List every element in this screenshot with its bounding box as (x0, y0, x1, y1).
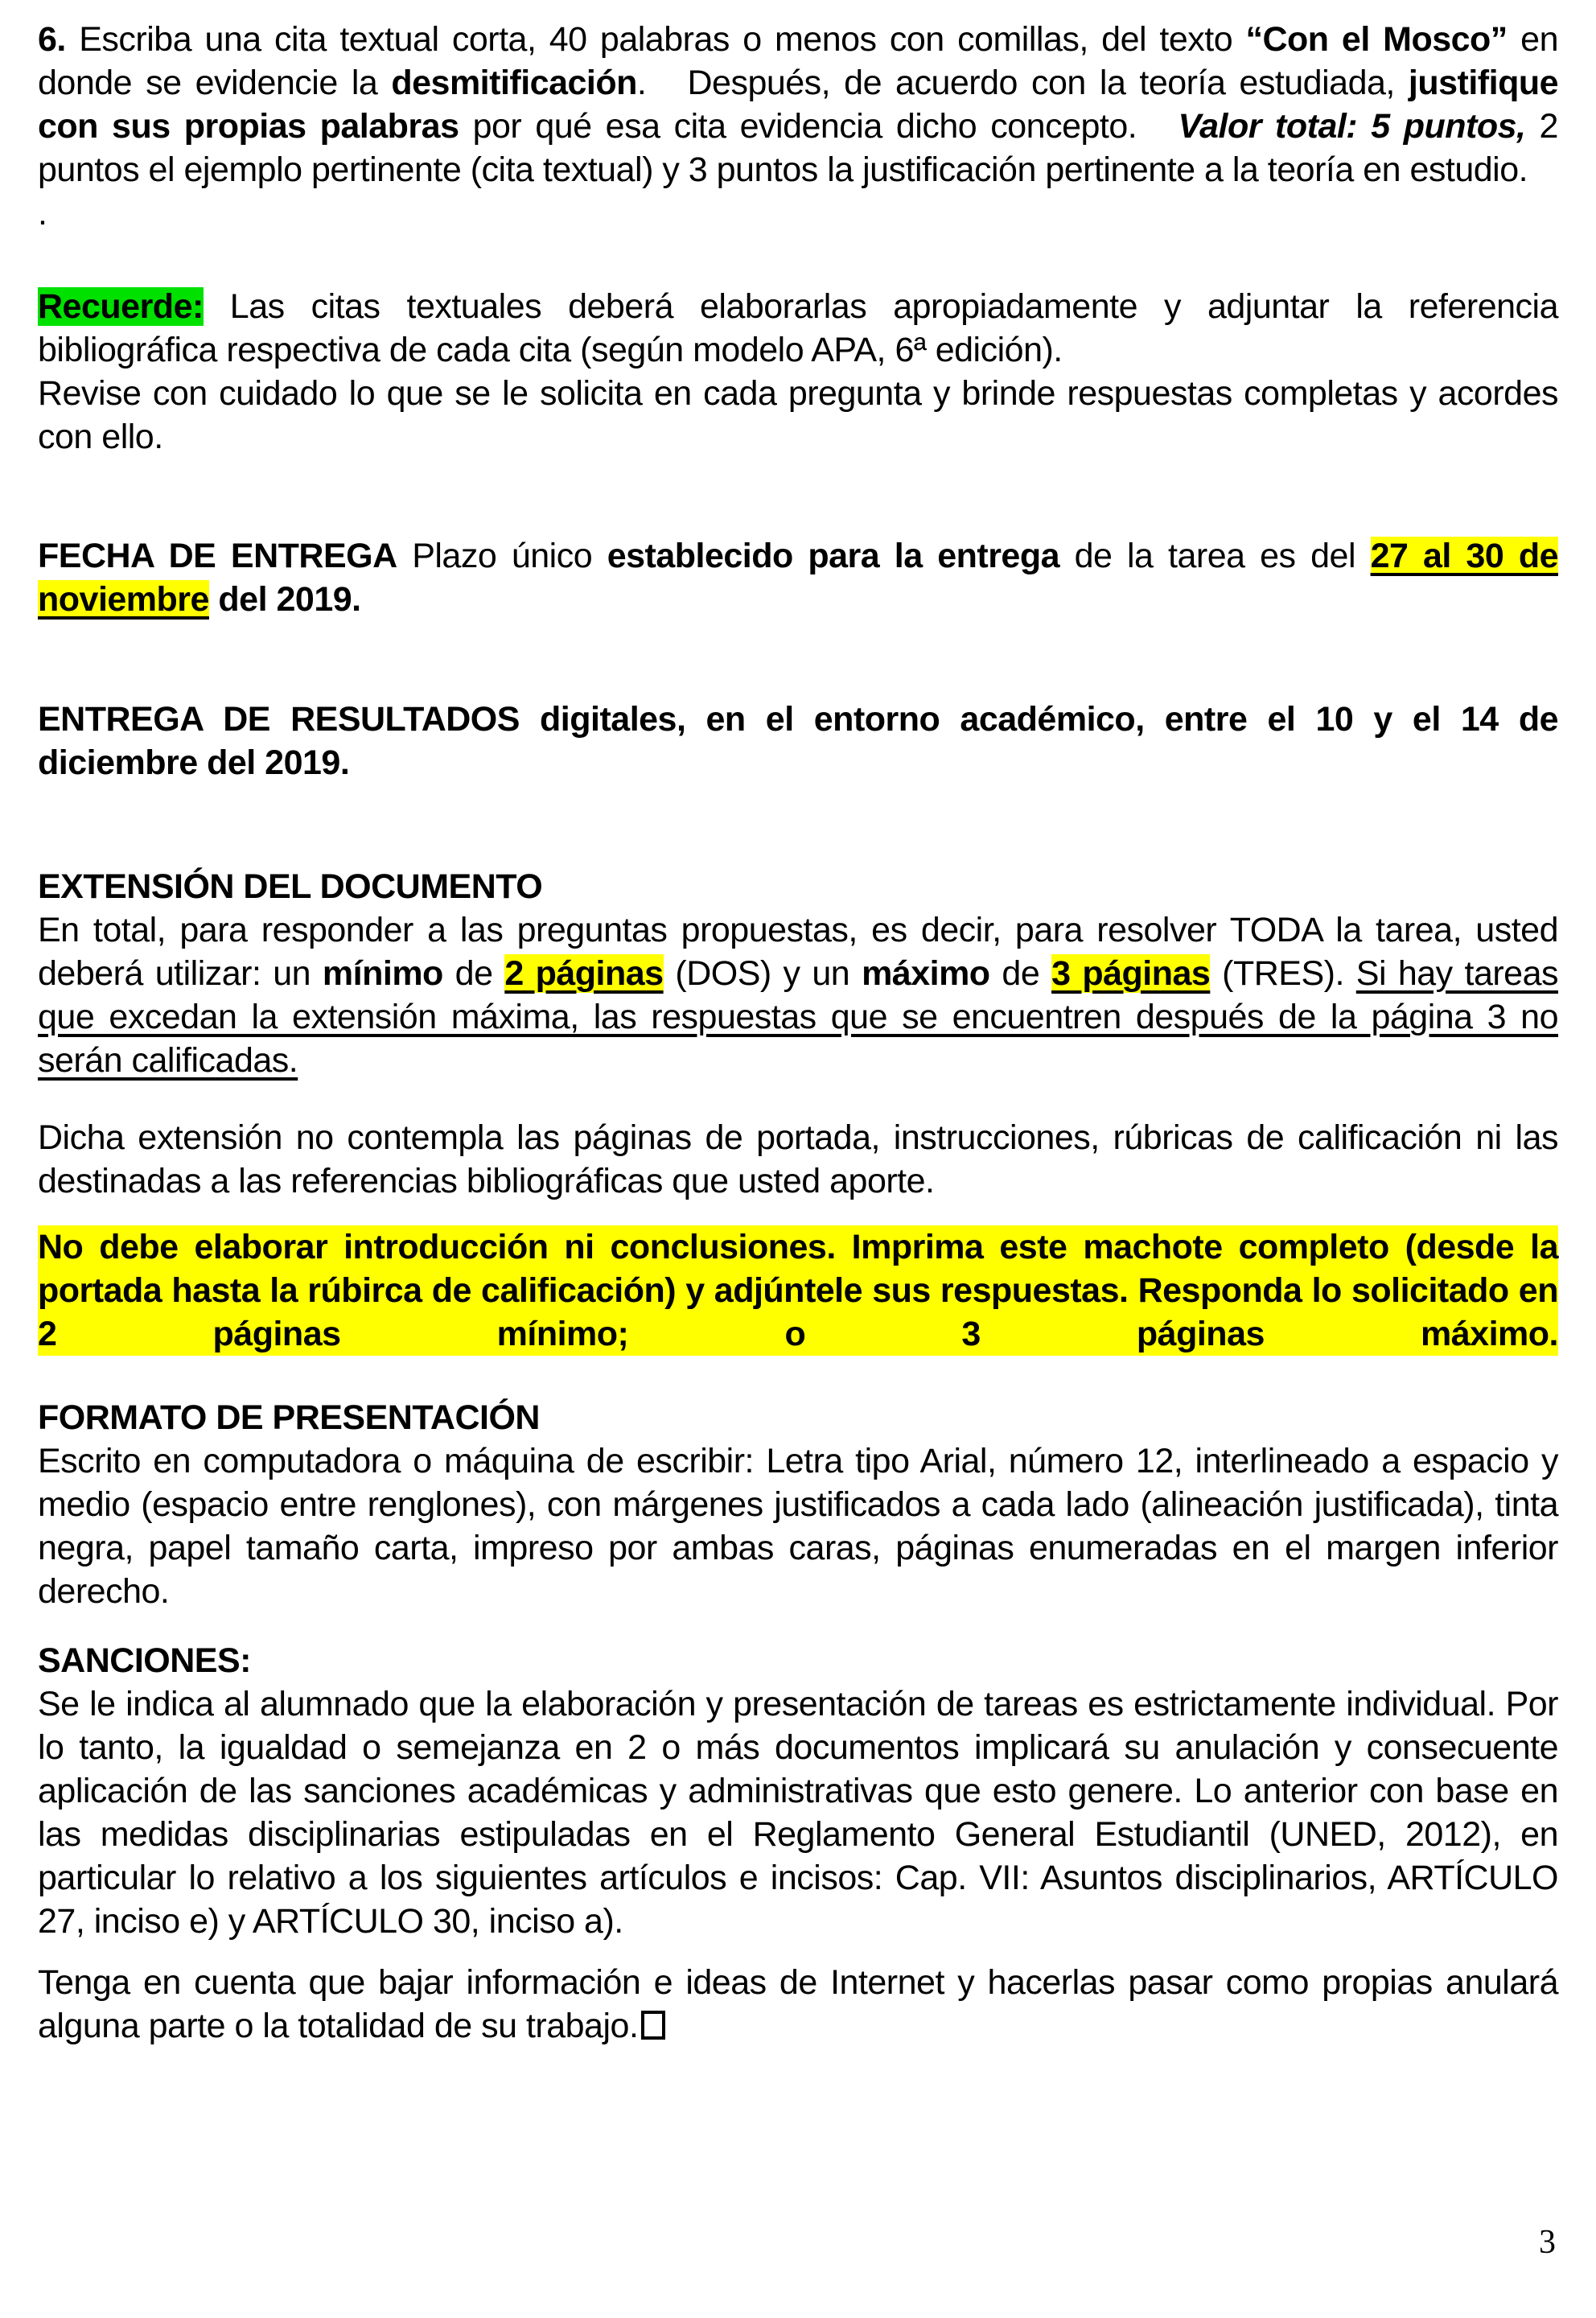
recuerde-text: Las citas textuales deberá elaborarlas apropiadamente y adjuntar la referencia bibliográfica respectiva de cada cita (según modelo APA, 6ª edición). (38, 287, 1558, 369)
advertencia-internet-text: Tenga en cuenta que bajar información e ideas de Internet y hacerlas pasar como propias anulará alguna parte o la totalidad de su trabajo. (38, 1963, 1558, 2045)
question-text: 2 puntos el ejemplo pertinente (cita textual) y 3 puntos la justificación pertinente a la teoría en estudio. (38, 107, 1568, 189)
stray-period: . (38, 194, 47, 233)
extension-text: de (989, 954, 1052, 993)
exclusiones-paragraph: Dicha extensión no contempla las páginas de portada, instrucciones, rúbricas de calificación ni las destinadas a las referencias bibliográficas que usted aporte. (38, 1118, 1558, 1200)
fecha-entrega-label: FECHA DE ENTREGA (38, 537, 397, 575)
aviso-destacado-highlight-block: No debe elaborar introducción ni conclusiones. Imprima este machote completo (desde la portada hasta la rúbirca de calificación) y adjúntele sus respuestas. Responda lo solicitado en 2 páginas mínimo; o 3 páginas máximo. (38, 1225, 1558, 1356)
question-text: en donde se evidencie la (38, 20, 1568, 102)
question-number: 6. (38, 20, 66, 59)
fecha-text: de la tarea es del (1059, 537, 1371, 575)
due-year: del 2019. (208, 580, 361, 619)
formato-heading: FORMATO DE PRESENTACIÓN (38, 1398, 540, 1437)
recuerde-note (38, 285, 1558, 372)
question-6-paragraph (38, 18, 1568, 191)
sanciones-heading: SANCIONES: (38, 1641, 251, 1680)
advertencia-internet-paragraph (38, 1961, 1558, 2048)
extension-heading: EXTENSIÓN DEL DOCUMENTO (38, 867, 543, 906)
fecha-text: Plazo único (397, 537, 607, 575)
formato-paragraph: Escrito en computadora o máquina de escribir: Letra tipo Arial, número 12, interlineado a espacio y medio (espacio entre renglones), con márgenes justificados a cada lado (alineación justificada), tinta negra, papel tamaño carta, impreso por ambas caras, páginas enumeradas en el margen inferior derecho. (38, 1442, 1558, 1611)
question-text: por qué esa cita evidencia dicho concepto. (459, 107, 1178, 146)
question-text: . Después, de acuerdo con la teoría estudiada, (636, 64, 1409, 102)
minimo-term: mínimo (322, 954, 443, 993)
concept-term: desmitificación (391, 64, 637, 102)
recuerde-note-line2: Revise con cuidado lo que se le solicita en cada pregunta y brinde respuestas completas y acordes con ello. (38, 374, 1558, 456)
page-number: 3 (1539, 2224, 1556, 2261)
min-pages-highlight: 2 páginas (504, 954, 664, 993)
extension-text: (TRES). (1210, 954, 1356, 993)
max-pages-highlight: 3 páginas (1051, 954, 1211, 993)
recuerde-label-highlight: Recuerde: (38, 287, 204, 326)
extension-text: (DOS) y un (663, 954, 862, 993)
fecha-entrega-paragraph (38, 534, 1558, 621)
maximo-term: máximo (862, 954, 990, 993)
extension-paragraph (38, 908, 1558, 1082)
entrega-resultados-paragraph: ENTREGA DE RESULTADOS digitales, en el entorno académico, entre el 10 y el 14 de diciembre del 2019. (38, 700, 1558, 782)
extension-text: En total, para responder a las preguntas propuestas, es decir, para resolver TODA la tarea, usted deberá utilizar: un (38, 911, 1558, 993)
extension-text: de (442, 954, 505, 993)
bold-instruction: justifique con sus propias palabras (38, 64, 1568, 146)
question-text: Escriba una cita textual corta, 40 palabras o menos con comillas, del texto (65, 20, 1246, 59)
missing-character-box (641, 2011, 665, 2040)
fecha-bold-phrase: establecido para la entrega (607, 537, 1060, 575)
reading-title-quote: “Con el Mosco” (1245, 20, 1508, 59)
sanciones-paragraph: Se le indica al alumnado que la elaboración y presentación de tareas es estrictamente individual. Por lo tanto, la igualdad o semejanza en 2 o más documentos implicará su anulación y consecuente aplicación de las sanciones académicas y administrativas que esto genere. Lo anterior con base en las medidas disciplinarias estipuladas en el Reglamento General Estudiantil (UNED, 2012), en particular lo relativo a los siguientes artículos e incisos: Cap. VII: Asuntos disciplinarios, ARTÍCULO 27, inciso e) y ARTÍCULO 30, inciso a). (38, 1685, 1558, 1941)
due-date-highlight: 27 al 30 de noviembre (38, 537, 1558, 619)
extension-warning-underlined: Si hay tareas que excedan la extensión máxima, las respuestas que se encuentren después de la página 3 no serán calificadas. (38, 954, 1559, 1080)
value-label: Valor total: 5 puntos, (1178, 107, 1526, 146)
